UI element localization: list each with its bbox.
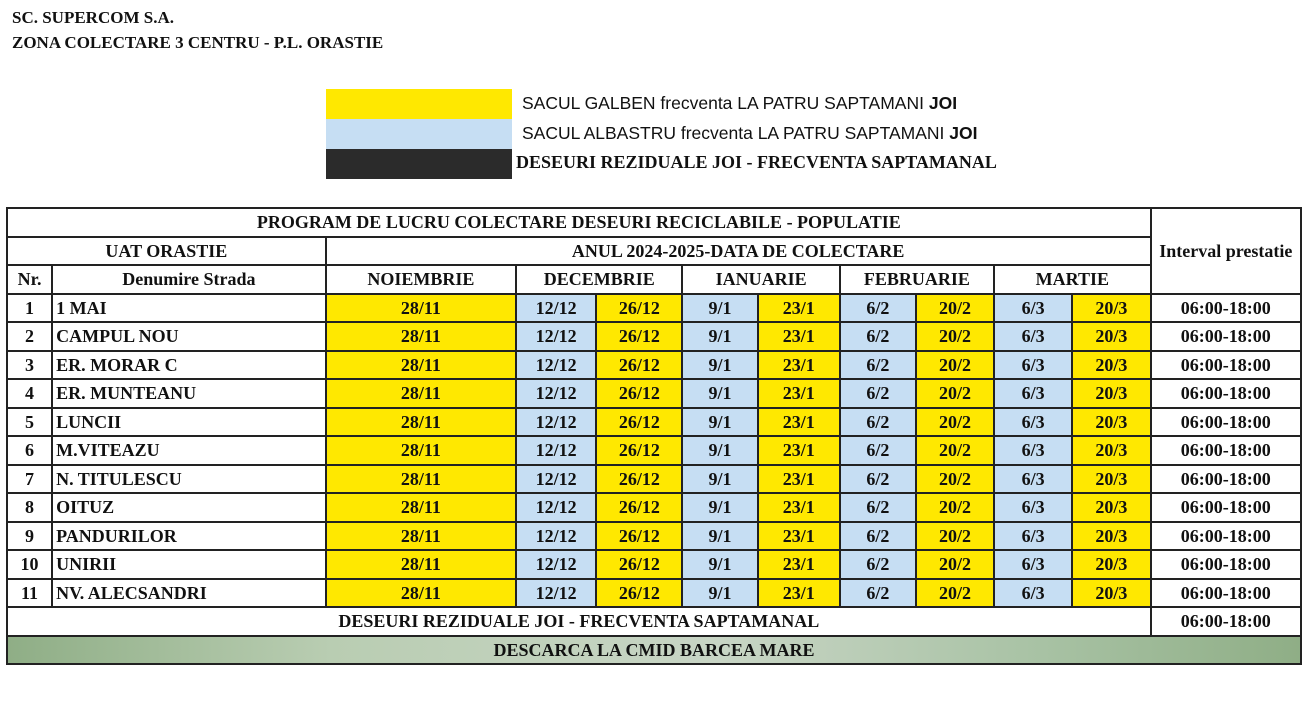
collection-date: 6/3 [994,436,1072,465]
month-header: NOIEMBRIE [326,265,516,294]
collection-date: 28/11 [326,522,516,551]
collection-date: 6/2 [840,322,916,351]
collection-date: 12/12 [516,322,596,351]
collection-date: 6/3 [994,465,1072,494]
collection-date: 26/12 [596,550,682,579]
collection-date: 28/11 [326,322,516,351]
collection-date: 9/1 [682,579,757,608]
table-row [7,322,1301,351]
collection-date: 12/12 [516,465,596,494]
collection-date: 6/2 [840,379,916,408]
collection-date: 20/3 [1072,522,1150,551]
footer-text: DESCARCA LA CMID BARCEA MARE [7,636,1301,665]
collection-date: 12/12 [516,294,596,323]
collection-date: 23/1 [758,294,840,323]
collection-date: 20/3 [1072,294,1150,323]
legend-text-blue: SACUL ALBASTRU frecventa LA PATRU SAPTAMANI JOI [522,123,978,143]
collection-date: 20/2 [916,493,994,522]
month-header: IANUARIE [682,265,839,294]
service-interval: 06:00-18:00 [1151,351,1301,380]
column-header-row [7,265,1301,294]
table-row [7,465,1301,494]
row-number: 6 [7,436,52,465]
collection-date: 20/3 [1072,493,1150,522]
collection-date: 12/12 [516,522,596,551]
collection-date: 6/3 [994,351,1072,380]
table-row [7,379,1301,408]
table-title-row [7,208,1301,237]
street-name: 1 MAI [52,294,326,323]
row-number: 5 [7,408,52,437]
row-number: 3 [7,351,52,380]
year-header: ANUL 2024-2025-DATA DE COLECTARE [326,237,1151,266]
collection-date: 12/12 [516,379,596,408]
legend-text-residual: DESEURI REZIDUALE JOI - FRECVENTA SAPTAMANAL [516,152,997,172]
month-header: FEBRUARIE [840,265,994,294]
collection-date: 26/12 [596,351,682,380]
collection-date: 20/3 [1072,408,1150,437]
collection-date: 9/1 [682,294,757,323]
collection-date: 12/12 [516,579,596,608]
collection-date: 12/12 [516,351,596,380]
collection-date: 6/3 [994,322,1072,351]
collection-date: 23/1 [758,579,840,608]
footer-row [7,636,1301,665]
collection-date: 20/2 [916,351,994,380]
collection-date: 26/12 [596,379,682,408]
service-interval: 06:00-18:00 [1151,465,1301,494]
row-number: 1 [7,294,52,323]
service-interval: 06:00-18:00 [1151,322,1301,351]
collection-date: 12/12 [516,436,596,465]
service-interval: 06:00-18:00 [1151,550,1301,579]
legend-swatch-yellow [326,89,512,119]
collection-date: 9/1 [682,522,757,551]
collection-date: 6/3 [994,379,1072,408]
collection-date: 23/1 [758,436,840,465]
collection-date: 20/3 [1072,379,1150,408]
collection-date: 9/1 [682,408,757,437]
street-header: Denumire Strada [52,265,326,294]
street-name: NV. ALECSANDRI [52,579,326,608]
collection-date: 6/2 [840,493,916,522]
collection-date: 20/3 [1072,436,1150,465]
row-number: 7 [7,465,52,494]
service-interval: 06:00-18:00 [1151,493,1301,522]
collection-date: 20/2 [916,379,994,408]
collection-date: 20/2 [916,436,994,465]
service-interval: 06:00-18:00 [1151,294,1301,323]
collection-date: 9/1 [682,436,757,465]
collection-date: 26/12 [596,322,682,351]
row-number: 10 [7,550,52,579]
collection-date: 12/12 [516,550,596,579]
collection-date: 28/11 [326,465,516,494]
collection-date: 20/3 [1072,550,1150,579]
service-interval: 06:00-18:00 [1151,379,1301,408]
collection-date: 6/2 [840,522,916,551]
collection-date: 28/11 [326,294,516,323]
collection-date: 6/3 [994,294,1072,323]
collection-date: 6/3 [994,579,1072,608]
street-name: PANDURILOR [52,522,326,551]
collection-date: 23/1 [758,465,840,494]
collection-date: 12/12 [516,408,596,437]
collection-date: 6/2 [840,408,916,437]
row-number: 9 [7,522,52,551]
collection-date: 20/3 [1072,579,1150,608]
zone-title: ZONA COLECTARE 3 CENTRU - P.L. ORASTIE [12,33,384,52]
collection-date: 26/12 [596,493,682,522]
collection-date: 20/3 [1072,465,1150,494]
collection-date: 26/12 [596,294,682,323]
street-name: M.VITEAZU [52,436,326,465]
residual-row [7,607,1301,636]
collection-date: 20/2 [916,294,994,323]
nr-header: Nr. [7,265,52,294]
street-name: LUNCII [52,408,326,437]
street-name: UNIRII [52,550,326,579]
collection-date: 26/12 [596,522,682,551]
collection-date: 23/1 [758,550,840,579]
collection-date: 6/2 [840,550,916,579]
collection-date: 9/1 [682,550,757,579]
row-number: 8 [7,493,52,522]
interval-header: Interval prestatie [1151,208,1301,294]
street-name: ER. MUNTEANU [52,379,326,408]
collection-date: 12/12 [516,493,596,522]
legend-swatch-black [326,149,512,179]
service-interval: 06:00-18:00 [1151,436,1301,465]
collection-date: 20/2 [916,550,994,579]
legend-text-yellow: SACUL GALBEN frecventa LA PATRU SAPTAMANI JOI [522,93,958,113]
collection-date: 23/1 [758,522,840,551]
collection-date: 20/2 [916,522,994,551]
street-name: N. TITULESCU [52,465,326,494]
collection-date: 9/1 [682,493,757,522]
collection-date: 28/11 [326,493,516,522]
collection-date: 28/11 [326,550,516,579]
collection-date: 26/12 [596,408,682,437]
residual-interval: 06:00-18:00 [1151,607,1301,636]
collection-date: 28/11 [326,436,516,465]
service-interval: 06:00-18:00 [1151,408,1301,437]
collection-date: 23/1 [758,351,840,380]
collection-date: 28/11 [326,379,516,408]
collection-date: 6/3 [994,408,1072,437]
table-row [7,351,1301,380]
collection-date: 23/1 [758,379,840,408]
collection-date: 26/12 [596,579,682,608]
collection-date: 26/12 [596,465,682,494]
collection-date: 6/2 [840,351,916,380]
street-name: ER. MORAR C [52,351,326,380]
table-row [7,550,1301,579]
collection-date: 9/1 [682,351,757,380]
table-title: PROGRAM DE LUCRU COLECTARE DESEURI RECICLABILE - POPULATIE [7,208,1151,237]
collection-date: 6/3 [994,493,1072,522]
collection-date: 23/1 [758,493,840,522]
street-name: OITUZ [52,493,326,522]
collection-date: 26/12 [596,436,682,465]
service-interval: 06:00-18:00 [1151,579,1301,608]
table-row [7,436,1301,465]
table-row [7,408,1301,437]
uat-header: UAT ORASTIE [7,237,326,266]
collection-date: 20/2 [916,322,994,351]
table-row [7,294,1301,323]
collection-date: 23/1 [758,322,840,351]
company-name: SC. SUPERCOM S.A. [12,8,174,27]
collection-date: 23/1 [758,408,840,437]
row-number: 4 [7,379,52,408]
collection-date: 20/2 [916,465,994,494]
collection-date: 6/2 [840,294,916,323]
residual-text: DESEURI REZIDUALE JOI - FRECVENTA SAPTAMANAL [7,607,1151,636]
collection-date: 6/3 [994,522,1072,551]
table-row [7,493,1301,522]
table-row [7,579,1301,608]
collection-date: 20/3 [1072,351,1150,380]
collection-date: 20/2 [916,408,994,437]
collection-date: 20/2 [916,579,994,608]
month-header: DECEMBRIE [516,265,682,294]
month-header: MARTIE [994,265,1150,294]
collection-date: 9/1 [682,379,757,408]
collection-date: 28/11 [326,579,516,608]
street-name: CAMPUL NOU [52,322,326,351]
service-interval: 06:00-18:00 [1151,522,1301,551]
collection-date: 28/11 [326,408,516,437]
collection-date: 9/1 [682,465,757,494]
collection-date: 6/2 [840,436,916,465]
collection-date: 6/2 [840,579,916,608]
row-number: 11 [7,579,52,608]
table-header-row [7,237,1301,266]
collection-date: 6/3 [994,550,1072,579]
legend-swatch-blue [326,119,512,149]
table-row [7,522,1301,551]
collection-date: 6/2 [840,465,916,494]
collection-date: 20/3 [1072,322,1150,351]
row-number: 2 [7,322,52,351]
collection-schedule-table [6,207,1302,665]
collection-date: 28/11 [326,351,516,380]
collection-date: 9/1 [682,322,757,351]
